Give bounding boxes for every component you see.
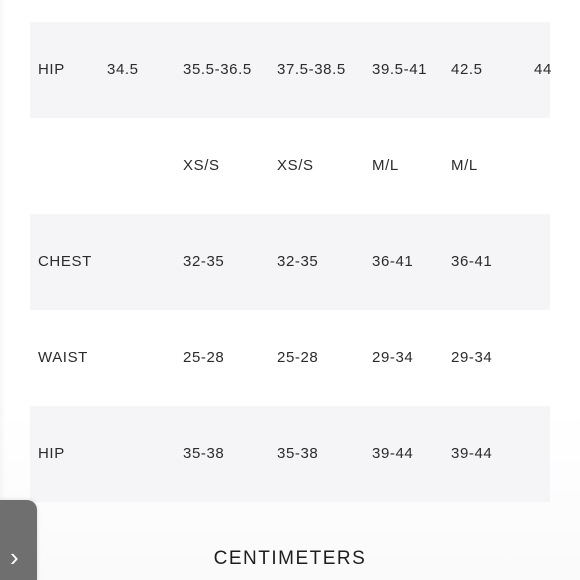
next-page-button[interactable] (0, 500, 37, 580)
table-cell: 39.5-41 (372, 61, 428, 78)
row-label: HIP (38, 445, 65, 462)
table-row-hip-inches (30, 22, 550, 118)
table-row-waist (30, 310, 550, 406)
table-cell: 29-34 (451, 349, 493, 366)
table-cell: 32-35 (183, 253, 225, 270)
table-cell: 42.5 (451, 61, 483, 78)
table-cell: 29-34 (372, 349, 414, 366)
row-label: HIP (38, 61, 65, 78)
table-cell: 35-38 (183, 445, 225, 462)
table-cell: 36-41 (372, 253, 414, 270)
page-edge-shadow (0, 0, 6, 580)
table-row-hip (30, 406, 550, 502)
table-cell: 39-44 (372, 445, 414, 462)
size-header-cell (534, 118, 550, 214)
size-header-cell: M/L (372, 157, 399, 174)
table-cell: 35.5-36.5 (183, 61, 252, 78)
table-cell: 25-28 (183, 349, 225, 366)
size-header-cell: XS/S (183, 157, 220, 174)
table-cell: 39-44 (451, 445, 493, 462)
size-header-cell: XS/S (277, 157, 314, 174)
table-cell (534, 406, 550, 502)
table-cell: 32-35 (277, 253, 319, 270)
table-cell: 34.5 (107, 61, 139, 78)
section-heading-centimeters: CENTIMETERS (213, 548, 367, 569)
row-label: CHEST (38, 253, 92, 270)
table-cell: 35-38 (277, 445, 319, 462)
table-row-chest (30, 214, 550, 310)
table-cell (534, 310, 550, 406)
table-cell (534, 214, 550, 310)
size-header-cell: M/L (451, 157, 478, 174)
table-row-size-header (30, 118, 550, 214)
size-table (30, 22, 550, 502)
table-cell: 36-41 (451, 253, 493, 270)
row-label: WAIST (38, 349, 88, 366)
table-cell: 37.5-38.5 (277, 61, 346, 78)
table-cell: 44 (534, 61, 552, 78)
table-cell: 25-28 (277, 349, 319, 366)
chevron-right-icon: › (10, 542, 19, 572)
